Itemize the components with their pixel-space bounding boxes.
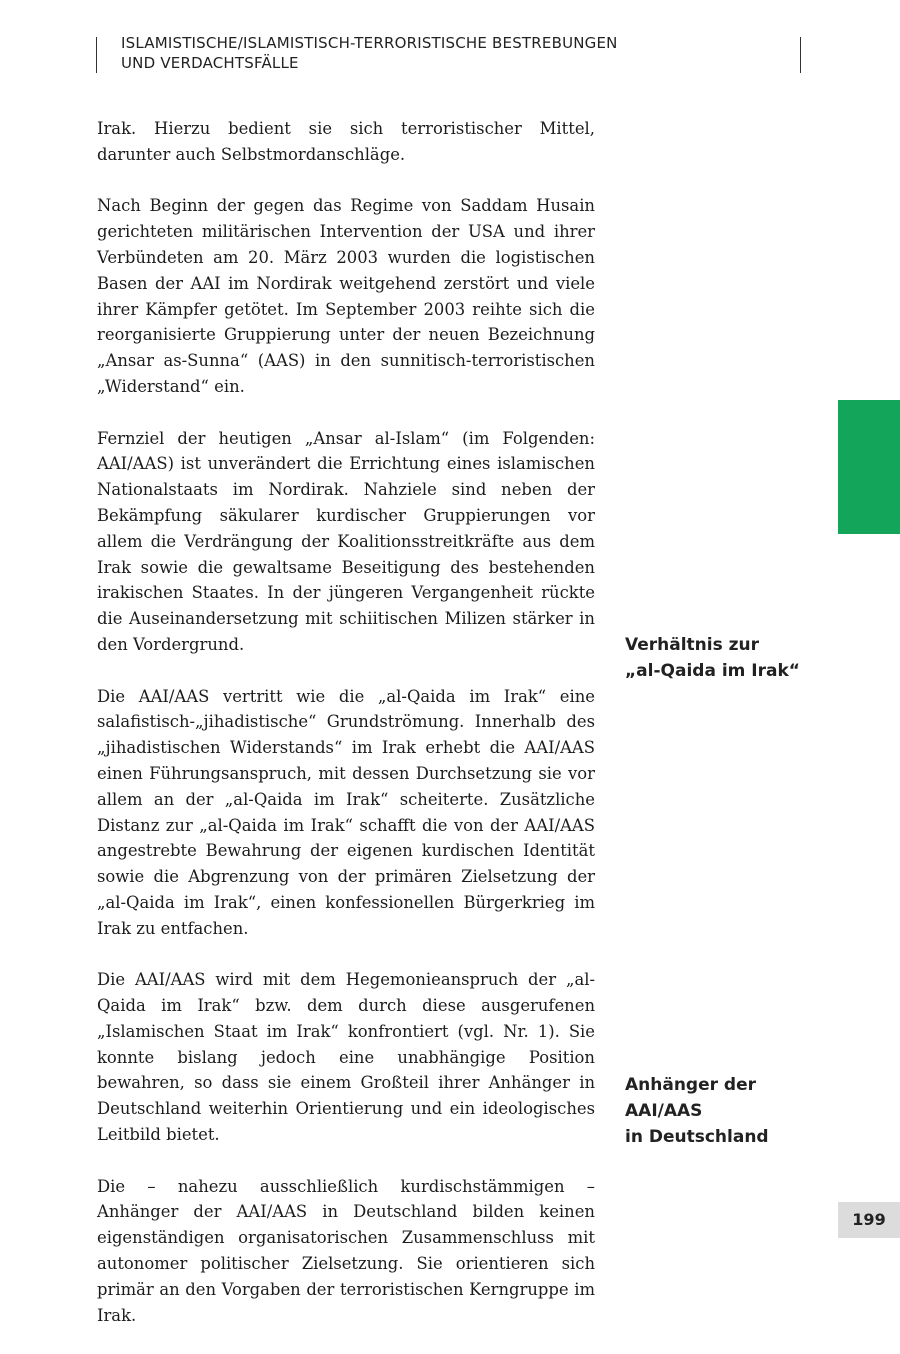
side-note-followers [625,1073,769,1150]
side-note-followers-line-1: Anhänger der [625,1075,757,1095]
running-header-line-2: UND VERDACHTSFÄLLE [121,54,299,72]
paragraph-4: Die AAI/AAS vertritt wie die „al-Qaida im Irak“ eine salafistisch-„jihadistische“ Grundströmung. Innerhalb des „jihadistischen Widerstands“ im Irak erhebt die AAI/AAS einen Führungsanspruch, mit dessen Durchsetzung sie vor allem an der „al-Qaida im Irak“ scheiterte. Zusätzliche Distanz zur „al-Qaida im Irak“ schafft die von der AAI/AAS angestrebte Bewahrung der eigenen kurdischen Identität sowie die Abgrenzung von der primären Zielsetzung der „al-Qaida im Irak“, einen konfessionellen Bürgerkrieg im Irak zu entfachen. [97,686,595,938]
side-note-followers-line-2: AAI/AAS [625,1100,703,1121]
side-note-followers-line-3: in Deutschland [625,1126,769,1147]
paragraph-5: Die AAI/AAS wird mit dem Hegemonieanspruch der „al-Qaida im Irak“ bzw. dem durch diese ausgerufenen „Islamischen Staat im Irak“ konfrontiert (vgl. Nr. 1). Sie konnte bislang jedoch eine unabhängige Position bewahren, so dass sie einem Großteil ihrer Anhänger in Deutschland weiterhin Orientierung und ein ideologisches Leitbild bietet. [97,970,595,1145]
chapter-thumb-tab [838,400,900,534]
paragraph-6: Die – nahezu ausschließlich kurdischstämmigen – Anhänger der AAI/AAS in Deutschland bilden keinen eigenständigen organisatorischen Zusammenschluss mit autonomer politischer Zielsetzung. Sie orientieren sich primär an den Vorgaben der terroristischen Kerngruppe im Irak. [97,1176,595,1325]
side-note-relation [625,633,800,685]
main-text-column [97,116,595,1354]
paragraph-3: Fernziel der heutigen „Ansar al-Islam“ (im Folgenden: AAI/AAS) ist unverändert die Errichtung eines islamischen Nationalstaats im Nordirak. Nahziele sind neben der Bekämpfung säkularer kurdischer Gruppierungen vor allem die Verdrängung der Koalitionsstreitkräfte aus dem Irak sowie die gewaltsame Beseitigung des bestehenden irakischen Staates. In der jüngeren Vergangenheit rückte die Auseinandersetzung mit schiitischen Milizen stärker in den Vordergrund. [97,428,595,654]
running-header [121,33,618,73]
running-header-line-1: ISLAMISTISCHE/ISLAMISTISCH-TERRORISTISCHE BESTREBUNGEN [121,34,618,52]
header-rule-right [800,37,801,73]
side-note-relation-line-2: „al-Qaida im Irak“ [625,660,800,681]
paragraph-2: Nach Beginn der gegen das Regime von Saddam Husain gerichteten militärischen Intervention der USA und ihrer Verbündeten am 20. März 2003 wurden die logistischen Basen der AAI im Nordirak weitgehend zerstört und viele ihrer Kämpfer getötet. Im September 2003 reihte sich die reorganisierte Gruppierung unter der neuen Bezeichnung „Ansar as-Sunna“ (AAS) in den sunnitisch-terroristischen „Widerstand“ ein. [97,196,595,396]
header-rule-left [96,37,97,73]
page-number: 199 [838,1202,900,1238]
side-note-relation-line-1: Verhältnis zur [625,635,760,655]
paragraph-1: Irak. Hierzu bedient sie sich terroristischer Mittel, darunter auch Selbstmordanschläge. [97,119,595,164]
